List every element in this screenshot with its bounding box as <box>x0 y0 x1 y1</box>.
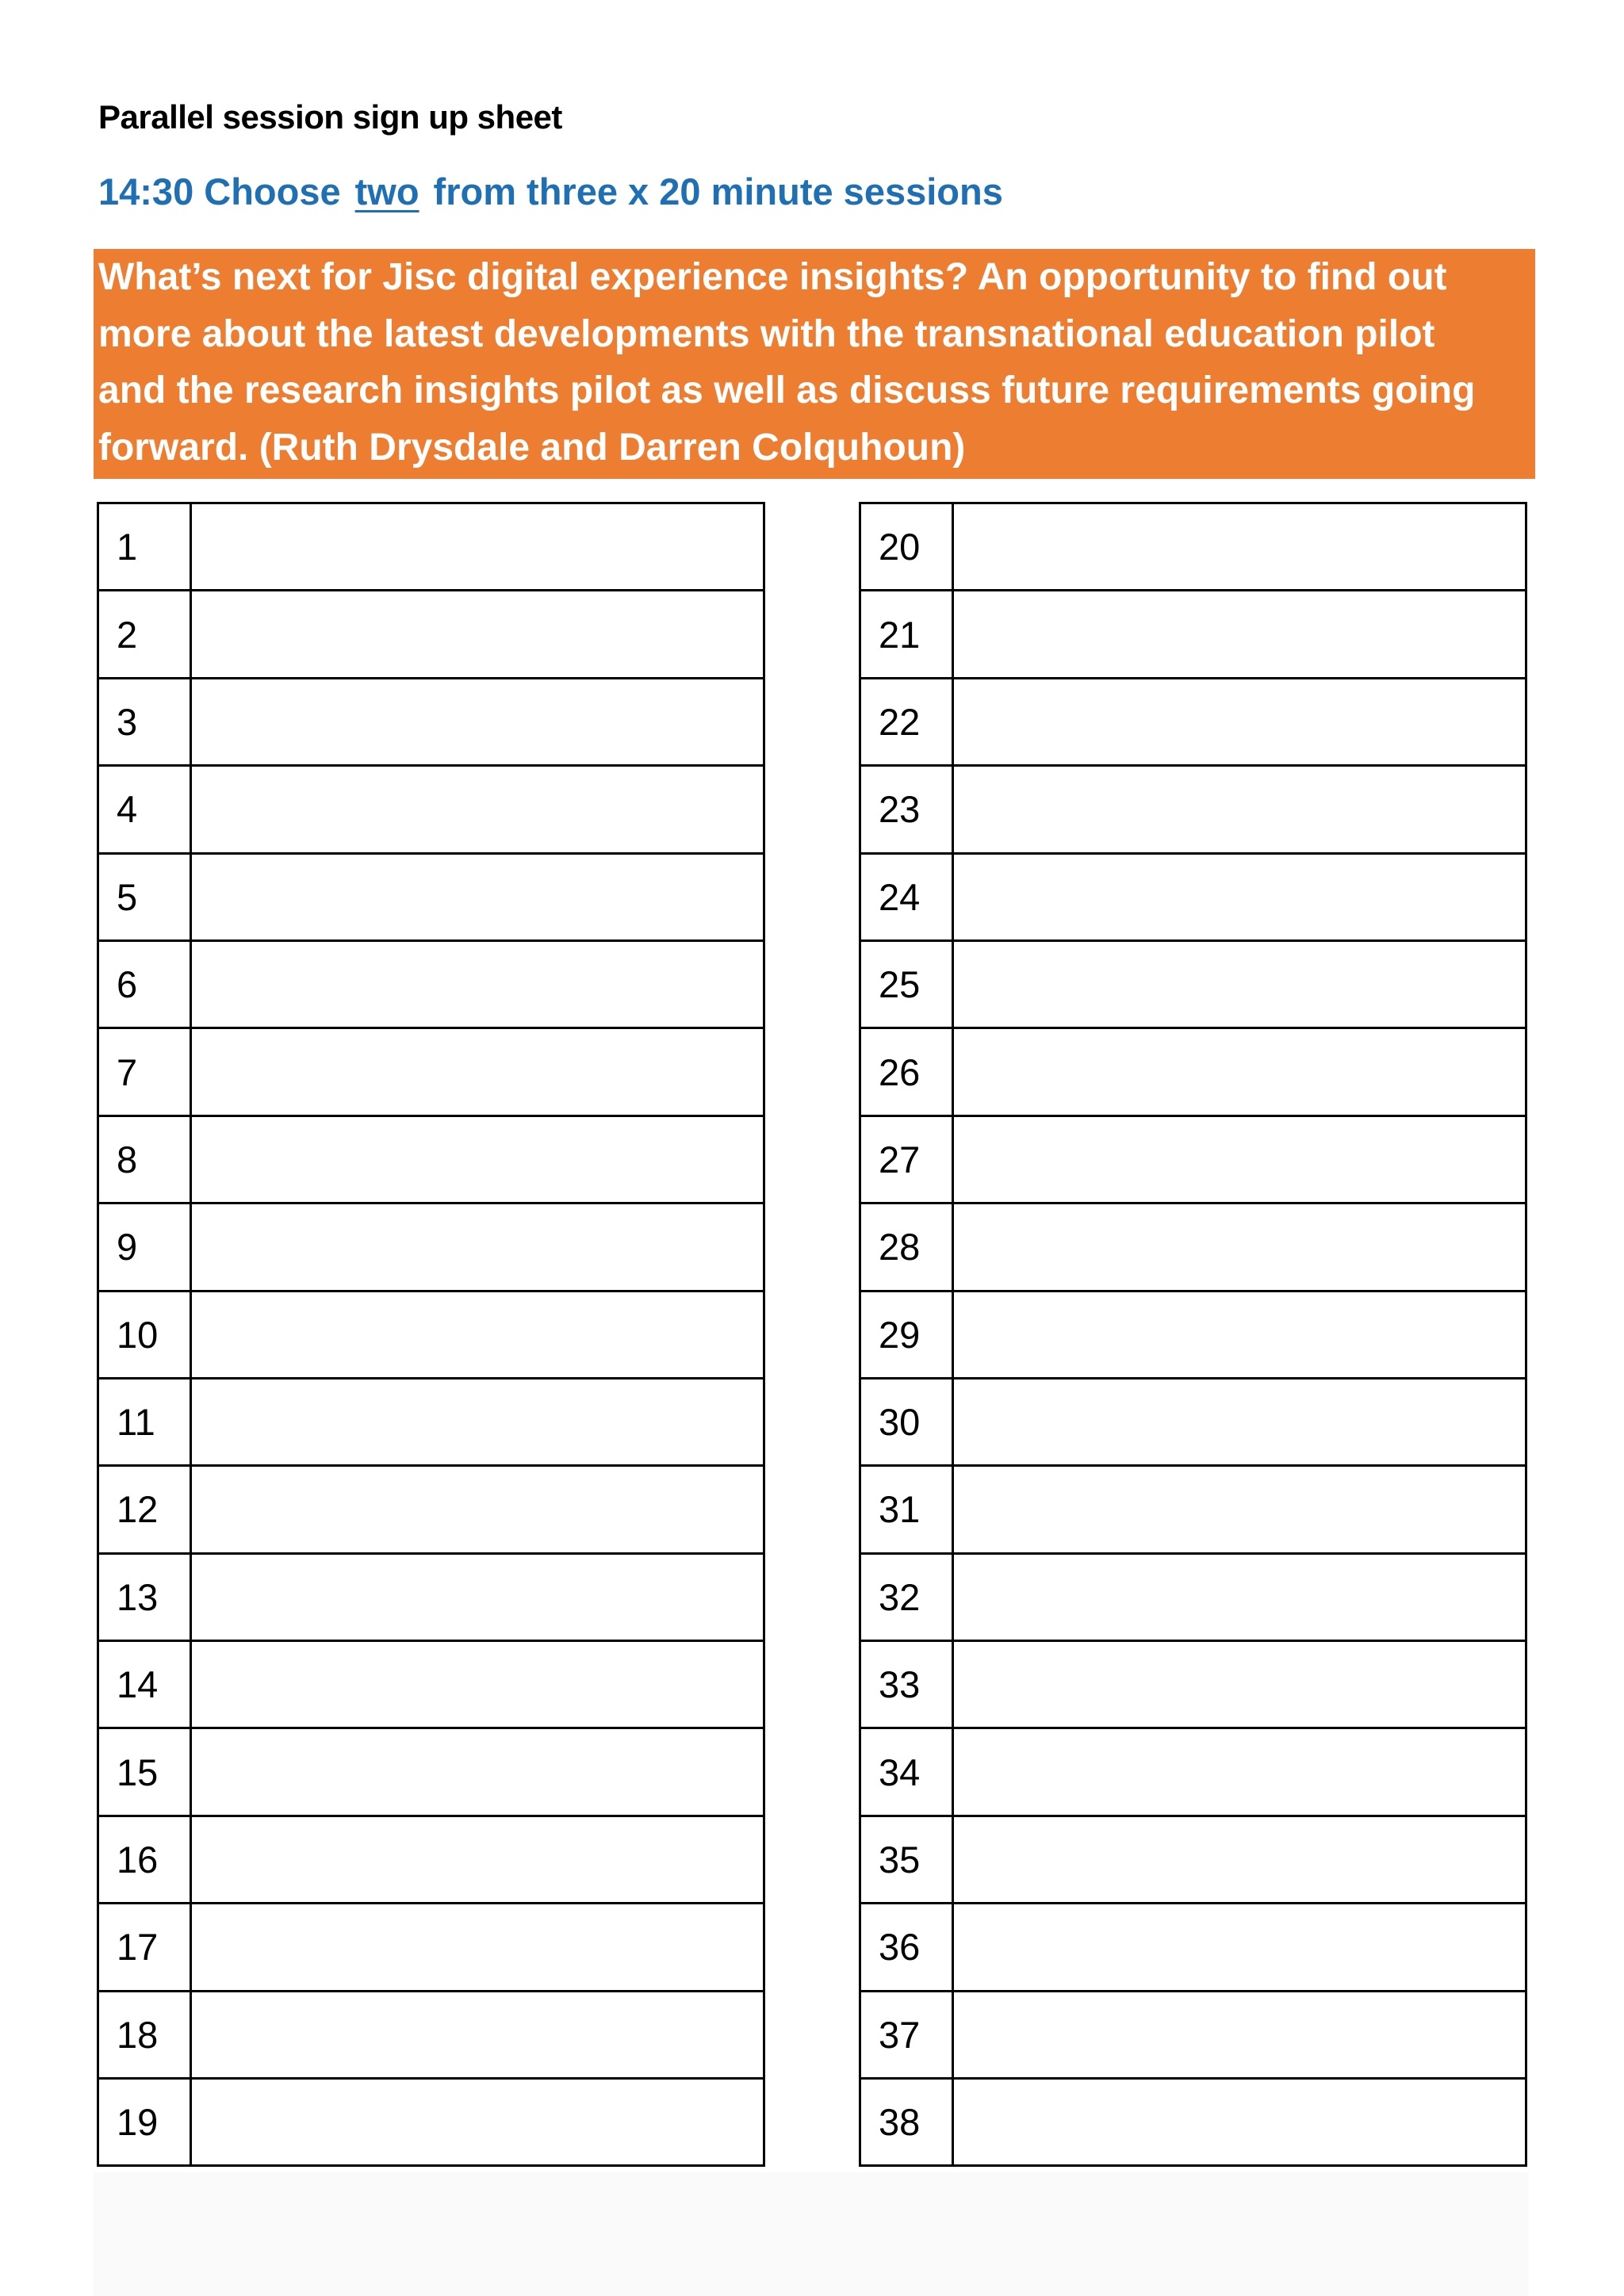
description-line: and the research insights pilot as well as discuss future requirements going <box>98 369 1476 411</box>
row-number: 25 <box>860 940 953 1027</box>
table-row <box>860 1115 1526 1203</box>
table-row <box>860 2079 1526 2166</box>
name-entry-cell[interactable] <box>953 1203 1526 1291</box>
page-bottom-shade <box>94 2172 1529 2296</box>
table-row <box>860 503 1526 591</box>
table-row <box>98 1904 764 1991</box>
table-row <box>860 591 1526 678</box>
row-number: 38 <box>860 2079 953 2166</box>
table-row <box>98 1466 764 1553</box>
signup-table-left <box>97 502 765 2167</box>
name-entry-cell[interactable] <box>191 1816 764 1903</box>
name-entry-cell[interactable] <box>953 1728 1526 1816</box>
table-row <box>98 1816 764 1903</box>
name-entry-cell[interactable] <box>953 503 1526 591</box>
table-row <box>860 766 1526 853</box>
name-entry-cell[interactable] <box>191 1028 764 1115</box>
name-entry-cell[interactable] <box>953 1115 1526 1203</box>
session-instructions <box>98 170 1003 213</box>
row-number: 4 <box>98 766 191 853</box>
row-number: 3 <box>98 678 191 765</box>
name-entry-cell[interactable] <box>191 1466 764 1553</box>
description-line: What’s next for Jisc digital experience insights? An opportunity to find out <box>98 256 1447 298</box>
table-row <box>860 1553 1526 1640</box>
name-entry-cell[interactable] <box>191 940 764 1027</box>
row-number: 1 <box>98 503 191 591</box>
row-number: 16 <box>98 1816 191 1903</box>
table-row <box>860 1291 1526 1378</box>
name-entry-cell[interactable] <box>191 503 764 591</box>
table-row <box>860 1203 1526 1291</box>
name-entry-cell[interactable] <box>953 591 1526 678</box>
row-number: 11 <box>98 1378 191 1465</box>
name-entry-cell[interactable] <box>191 1904 764 1991</box>
table-row <box>98 1203 764 1291</box>
row-number: 32 <box>860 1553 953 1640</box>
table-row <box>98 1378 764 1465</box>
name-entry-cell[interactable] <box>953 1291 1526 1378</box>
name-entry-cell[interactable] <box>953 853 1526 940</box>
description-line: forward. (Ruth Drysdale and Darren Colquhoun) <box>98 426 966 469</box>
table-row <box>98 503 764 591</box>
row-number: 17 <box>98 1904 191 1991</box>
table-row <box>860 1378 1526 1465</box>
name-entry-cell[interactable] <box>953 2079 1526 2166</box>
row-number: 33 <box>860 1641 953 1728</box>
row-number: 18 <box>98 1991 191 2078</box>
table-row <box>98 1115 764 1203</box>
row-number: 15 <box>98 1728 191 1816</box>
table-row <box>98 678 764 765</box>
row-number: 36 <box>860 1904 953 1991</box>
table-row <box>98 1728 764 1816</box>
table-row <box>98 1991 764 2078</box>
row-number: 29 <box>860 1291 953 1378</box>
name-entry-cell[interactable] <box>953 1466 1526 1553</box>
table-row <box>860 1641 1526 1728</box>
name-entry-cell[interactable] <box>953 678 1526 765</box>
name-entry-cell[interactable] <box>953 1641 1526 1728</box>
name-entry-cell[interactable] <box>953 1991 1526 2078</box>
table-row <box>98 1291 764 1378</box>
name-entry-cell[interactable] <box>191 1203 764 1291</box>
row-number: 31 <box>860 1466 953 1553</box>
table-row <box>98 853 764 940</box>
name-entry-cell[interactable] <box>953 1816 1526 1903</box>
row-number: 8 <box>98 1115 191 1203</box>
row-number: 22 <box>860 678 953 765</box>
table-row <box>98 1553 764 1640</box>
row-number: 12 <box>98 1466 191 1553</box>
signup-table-right <box>859 502 1527 2167</box>
table-row <box>98 940 764 1027</box>
row-number: 21 <box>860 591 953 678</box>
name-entry-cell[interactable] <box>953 766 1526 853</box>
page-title: Parallel session sign up sheet <box>98 98 562 136</box>
row-number: 9 <box>98 1203 191 1291</box>
name-entry-cell[interactable] <box>191 1991 764 2078</box>
name-entry-cell[interactable] <box>191 591 764 678</box>
name-entry-cell[interactable] <box>953 1378 1526 1465</box>
name-entry-cell[interactable] <box>191 2079 764 2166</box>
table-row <box>98 1641 764 1728</box>
table-row <box>98 1028 764 1115</box>
description-line: more about the latest developments with the transnational education pilot <box>98 312 1435 355</box>
name-entry-cell[interactable] <box>953 1028 1526 1115</box>
table-row <box>860 940 1526 1027</box>
name-entry-cell[interactable] <box>191 1641 764 1728</box>
table-row <box>98 766 764 853</box>
row-number: 6 <box>98 940 191 1027</box>
name-entry-cell[interactable] <box>191 678 764 765</box>
row-number: 23 <box>860 766 953 853</box>
table-row <box>860 1991 1526 2078</box>
table-row <box>860 1816 1526 1903</box>
name-entry-cell[interactable] <box>191 853 764 940</box>
table-row <box>860 853 1526 940</box>
row-number: 27 <box>860 1115 953 1203</box>
table-row <box>860 1466 1526 1553</box>
table-row <box>860 678 1526 765</box>
session-emphasis: two <box>354 170 419 212</box>
row-number: 37 <box>860 1991 953 2078</box>
name-entry-cell[interactable] <box>953 940 1526 1027</box>
name-entry-cell[interactable] <box>191 1378 764 1465</box>
row-number: 35 <box>860 1816 953 1903</box>
row-number: 24 <box>860 853 953 940</box>
table-row <box>98 2079 764 2166</box>
row-number: 7 <box>98 1028 191 1115</box>
name-entry-cell[interactable] <box>191 1728 764 1816</box>
row-number: 26 <box>860 1028 953 1115</box>
table-row <box>860 1028 1526 1115</box>
name-entry-cell[interactable] <box>191 1291 764 1378</box>
row-number: 30 <box>860 1378 953 1465</box>
table-row <box>98 591 764 678</box>
name-entry-cell[interactable] <box>191 1553 764 1640</box>
table-row <box>860 1904 1526 1991</box>
row-number: 28 <box>860 1203 953 1291</box>
name-entry-cell[interactable] <box>191 766 764 853</box>
name-entry-cell[interactable] <box>191 1115 764 1203</box>
name-entry-cell[interactable] <box>953 1553 1526 1640</box>
row-number: 34 <box>860 1728 953 1816</box>
row-number: 10 <box>98 1291 191 1378</box>
session-time-prefix: 14:30 Choose <box>98 170 341 212</box>
row-number: 13 <box>98 1553 191 1640</box>
row-number: 20 <box>860 503 953 591</box>
row-number: 2 <box>98 591 191 678</box>
name-entry-cell[interactable] <box>953 1904 1526 1991</box>
row-number: 19 <box>98 2079 191 2166</box>
table-row <box>860 1728 1526 1816</box>
row-number: 14 <box>98 1641 191 1728</box>
session-description-banner <box>94 249 1535 479</box>
session-suffix: from three x 20 minute sessions <box>433 170 1003 212</box>
row-number: 5 <box>98 853 191 940</box>
